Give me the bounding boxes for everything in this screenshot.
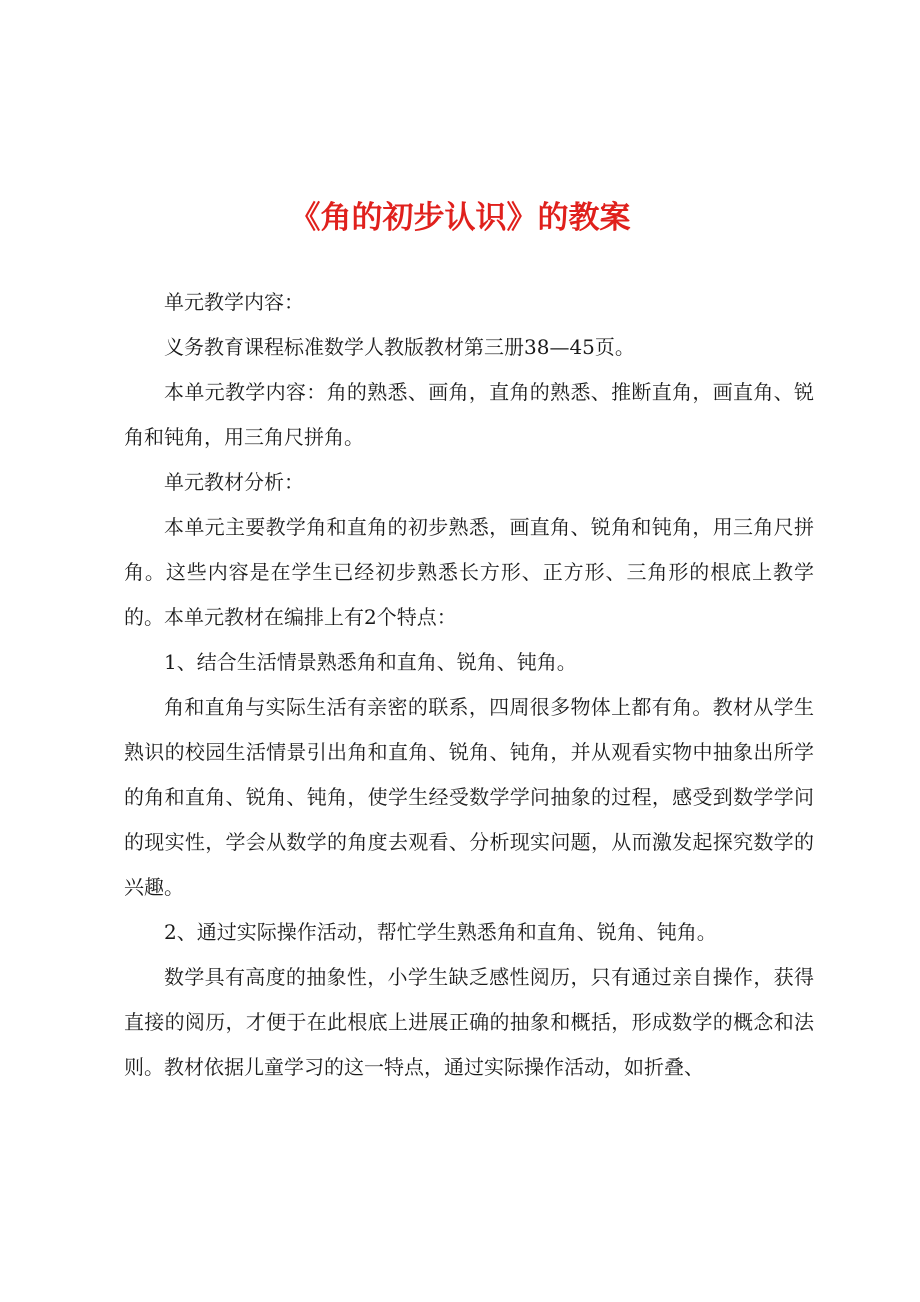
paragraph: 2、通过实际操作活动，帮忙学生熟悉角和直角、锐角、钝角。: [164, 920, 717, 944]
paragraph: 本单元教学内容：角的熟悉、画角，直角的熟悉、推断直角，画直角、锐角和钝角，用三角尺拼角。: [124, 380, 814, 449]
paragraph: 1、结合生活情景熟悉角和直角、锐角、钝角。: [164, 650, 577, 674]
paragraph: 单元教材分析：: [164, 470, 304, 494]
paragraph: 单元教学内容：: [164, 290, 304, 314]
paragraph: 数学具有高度的抽象性，小学生缺乏感性阅历，只有通过亲自操作，获得直接的阅历，才便于在此根底上进展正确的抽象和概括，形成数学的概念和法则。教材依据儿童学习的这一特点，通过实际操作活动，如折叠、: [124, 965, 814, 1079]
paragraph: 义务教育课程标准数学人教版教材第三册38—45页。: [164, 335, 635, 359]
document-body: [124, 280, 814, 1090]
paragraph: 角和直角与实际生活有亲密的联系，四周很多物体上都有角。教材从学生熟识的校园生活情景引出角和直角、锐角、钝角，并从观看实物中抽象出所学的角和直角、锐角、钝角，使学生经受数学学问抽象的过程，感受到数学学问的现实性，学会从数学的角度去观看、分析现实问题，从而激发起探究数学的兴趣。: [124, 695, 814, 899]
document-title: 《角的初步认识》的教案: [289, 200, 631, 236]
paragraph: 本单元主要教学角和直角的初步熟悉，画直角、锐角和钝角，用三角尺拼角。这些内容是在学生已经初步熟悉长方形、正方形、三角形的根底上教学的。本单元教材在编排上有2个特点：: [124, 515, 814, 629]
